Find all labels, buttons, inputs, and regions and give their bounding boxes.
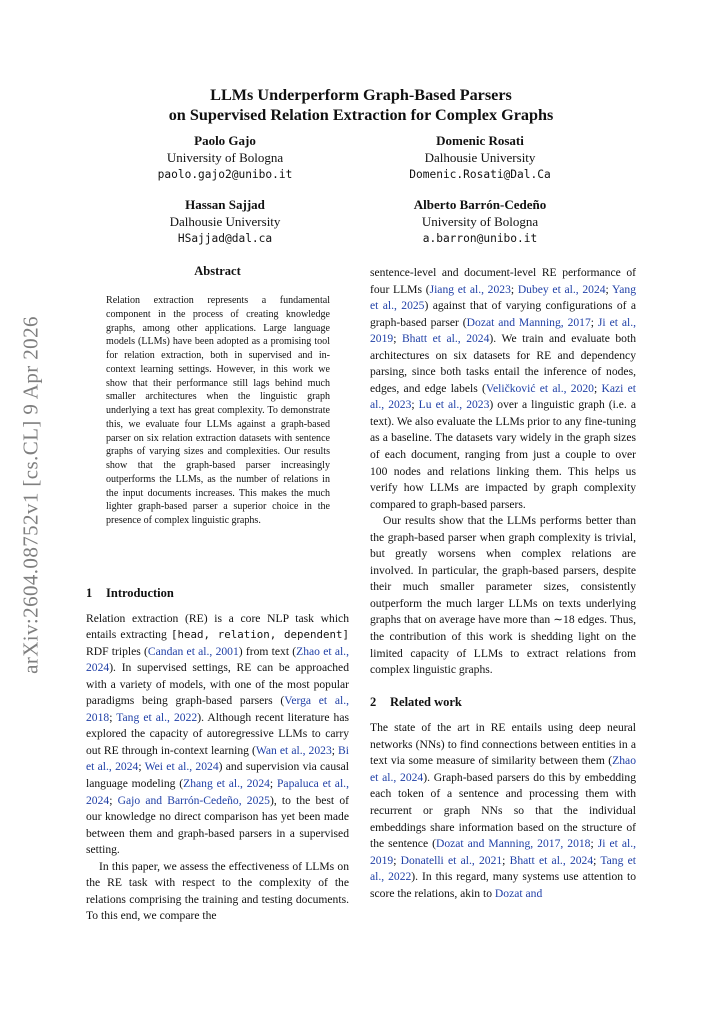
citation-link[interactable]: Bhatt et al., 2024	[509, 853, 594, 867]
citation-link[interactable]: Veličković et al., 2020	[485, 381, 594, 395]
citation-link[interactable]: Candan et al., 2001	[147, 644, 239, 658]
citation-link[interactable]: Tang et al., 2022	[370, 853, 636, 884]
author-email: paolo.gajo2@unibo.it	[157, 168, 293, 181]
citation-link[interactable]: Lu et al., 2023	[418, 398, 490, 412]
citation-link[interactable]: Dozat and Manning, 2017	[466, 315, 591, 329]
arxiv-side-stamp: arXiv:2604.08752v1 [cs.CL] 9 Apr 2026	[18, 316, 43, 674]
citation-link[interactable]: Wei et al., 2024	[144, 760, 219, 774]
citation-link[interactable]: Dubey et al., 2024	[517, 282, 606, 296]
author-affiliation: University of Bologna	[166, 150, 284, 165]
right-column	[370, 265, 636, 902]
citation-link[interactable]: Dozat and	[494, 886, 543, 900]
citation-link[interactable]: Ji et al., 2019	[370, 837, 637, 867]
author-affiliation: Dalhousie University	[169, 214, 281, 229]
intro-paragraph-3: sentence-level and document-level RE performance of four LLMs (Jiang et al., 2023; Dubey et al., 2024; Yang et al., 2025) against that of varying configurations of a graph-based parser (Dozat and Manning, 2017; Ji et al., 2019; Bhatt et al., 2024). We train and evaluate both architectures on six datasets for RE and dependency parsing, since both tasks entail the inference of nodes, edges, and edge labels (Veličković et al., 2020; Kazi et al., 2023; Lu et al., 2023) over a linguistic graph (i.e. a text). We also evaluate the LLMs prior to any fine-tuning as a baseline. The datasets vary widely in the graph sizes of each document, ranging from just a couple to over 100 nodes and relations linking them. This helps us verify how LLMs are impacted by graph complexity compared to graph-based parsers.	[370, 266, 637, 511]
citation-link[interactable]: Papaluca et al., 2024	[86, 777, 349, 807]
author-name: Domenic Rosati	[436, 133, 524, 148]
left-column	[86, 585, 349, 925]
author-name: Hassan Sajjad	[185, 197, 265, 212]
author-name: Paolo Gajo	[194, 133, 256, 148]
citation-link[interactable]: Donatelli et al., 2021	[400, 853, 503, 867]
citation-link[interactable]: Gajo and Barrón-Cedeño, 2025	[117, 793, 270, 807]
author-block	[95, 196, 355, 247]
author-email: a.barron@unibo.it	[422, 232, 538, 245]
citation-link[interactable]: Zhao et al., 2024	[370, 754, 636, 784]
author-name: Alberto Barrón-Cedeño	[413, 197, 547, 212]
citation-link[interactable]: Bi et al., 2024	[86, 743, 350, 774]
citation-link[interactable]: Wan et al., 2023	[255, 743, 332, 757]
author-affiliation: University of Bologna	[421, 214, 539, 229]
intro-paragraph-2: In this paper, we assess the effectiveness of LLMs on the RE task with respect to the complexity of the relations comprising the training and testing documents. To this end, we compare the	[86, 859, 349, 923]
citation-link[interactable]: Dozat and Manning, 2017, 2018	[435, 837, 591, 851]
citation-link[interactable]: Ji et al., 2019	[370, 315, 637, 346]
author-block	[95, 132, 355, 183]
citation-link[interactable]: Zhao et al., 2024	[86, 644, 349, 675]
abstract-text: Relation extraction represents a fundamental component in the process of creating knowledge graphs, among other applications. Large language models (LLMs) have been adopted as a promising tool for relation extraction, both in supervised and in-context learning settings. However, in this work we show that their performance still lags behind much smaller architectures when the linguistic graph underlying a text has great complexity. To demonstrate this, we evaluate four LLMs against a graph-based parser on six relation extraction datasets with sentence graphs of varying sizes and complexities. Our results show that the graph-based parser increasingly outperforms the LLMs, as the number of relations in the input documents increases. This makes the much lighter graph-based parser a superior choice in the presence of complex linguistic graphs.	[106, 295, 330, 526]
abstract-body	[106, 294, 330, 528]
citation-link[interactable]: Verga et al., 2018	[86, 694, 350, 724]
author-affiliation: Dalhousie University	[424, 150, 536, 165]
intro-paragraph-4: Our results show that the LLMs performs better than the graph-based parser when graph complexity is trivial, but greatly worsens when complex relations are involved. In particular, the graph-based parsers, despite their much smaller parameter sizes, consistently outperform the much larger LLMs on texts underlying graphs that on average have more than ∼18 edges. Thus, the contribution of this work is shedding light on the limited capacity of LLMs to extract relations from complex linguistic graphs.	[370, 514, 636, 677]
citation-link[interactable]: Kazi et al., 2023	[370, 381, 637, 412]
related-work-paragraph-1: The state of the art in RE entails using deep neural networks (NNs) to find connections between entities in a text via some measure of similarity between them (Zhao et al., 2024). Graph-based parsers do this by embedding each token of a sentence and processing them with recurrent or graph NNs so that the individual embeddings share information based on the structure of the sentence (Dozat and Manning, 2017, 2018; Ji et al., 2019; Donatelli et al., 2021; Bhatt et al., 2024; Tang et al., 2022). In this regard, many systems use attention to score the relations, akin to Dozat and	[370, 721, 637, 900]
author-email: HSajjad@dal.ca	[177, 232, 273, 245]
author-email: Domenic.Rosati@Dal.Ca	[409, 168, 551, 181]
author-block	[350, 132, 610, 183]
section-heading-introduction: 1 Introduction	[86, 586, 174, 600]
citation-link[interactable]: Bhatt et al., 2024	[401, 332, 490, 346]
section-heading-related-work: 2 Related work	[370, 694, 462, 709]
abstract-heading: Abstract	[194, 264, 241, 278]
citation-link[interactable]: Zhang et al., 2024	[183, 777, 270, 791]
intro-paragraph-1: Relation extraction (RE) is a core NLP task which entails extracting [head, relation, dependent] RDF triples (Candan et al., 2001) from text (Zhao et al., 2024). In supervised settings, RE can be approached with a variety of models, with one of the most popular paradigms being graph-based parsers (Verga et al., 2018; Tang et al., 2022). Although recent literature has explored the capacity of autoregressive LLMs to carry out RE through in-context learning (Wan et al., 2023; Bi et al., 2024; Wei et al., 2024) and supervision via causal language modeling (Zhang et al., 2024; Papaluca et al., 2024; Gajo and Barrón-Cedeño, 2025), to the best of our knowledge no direct comparison has yet been made between them and graph-based parsers in a supervised setting.	[86, 611, 350, 857]
paper-title: LLMs Underperform Graph-Based Parsers on Supervised Relation Extraction for Complex Graphs	[168, 86, 554, 124]
citation-link[interactable]: Yang et al., 2025	[370, 282, 636, 313]
author-block	[350, 196, 610, 247]
citation-link[interactable]: Tang et al., 2022	[116, 710, 198, 724]
citation-link[interactable]: Jiang et al., 2023	[429, 282, 511, 296]
